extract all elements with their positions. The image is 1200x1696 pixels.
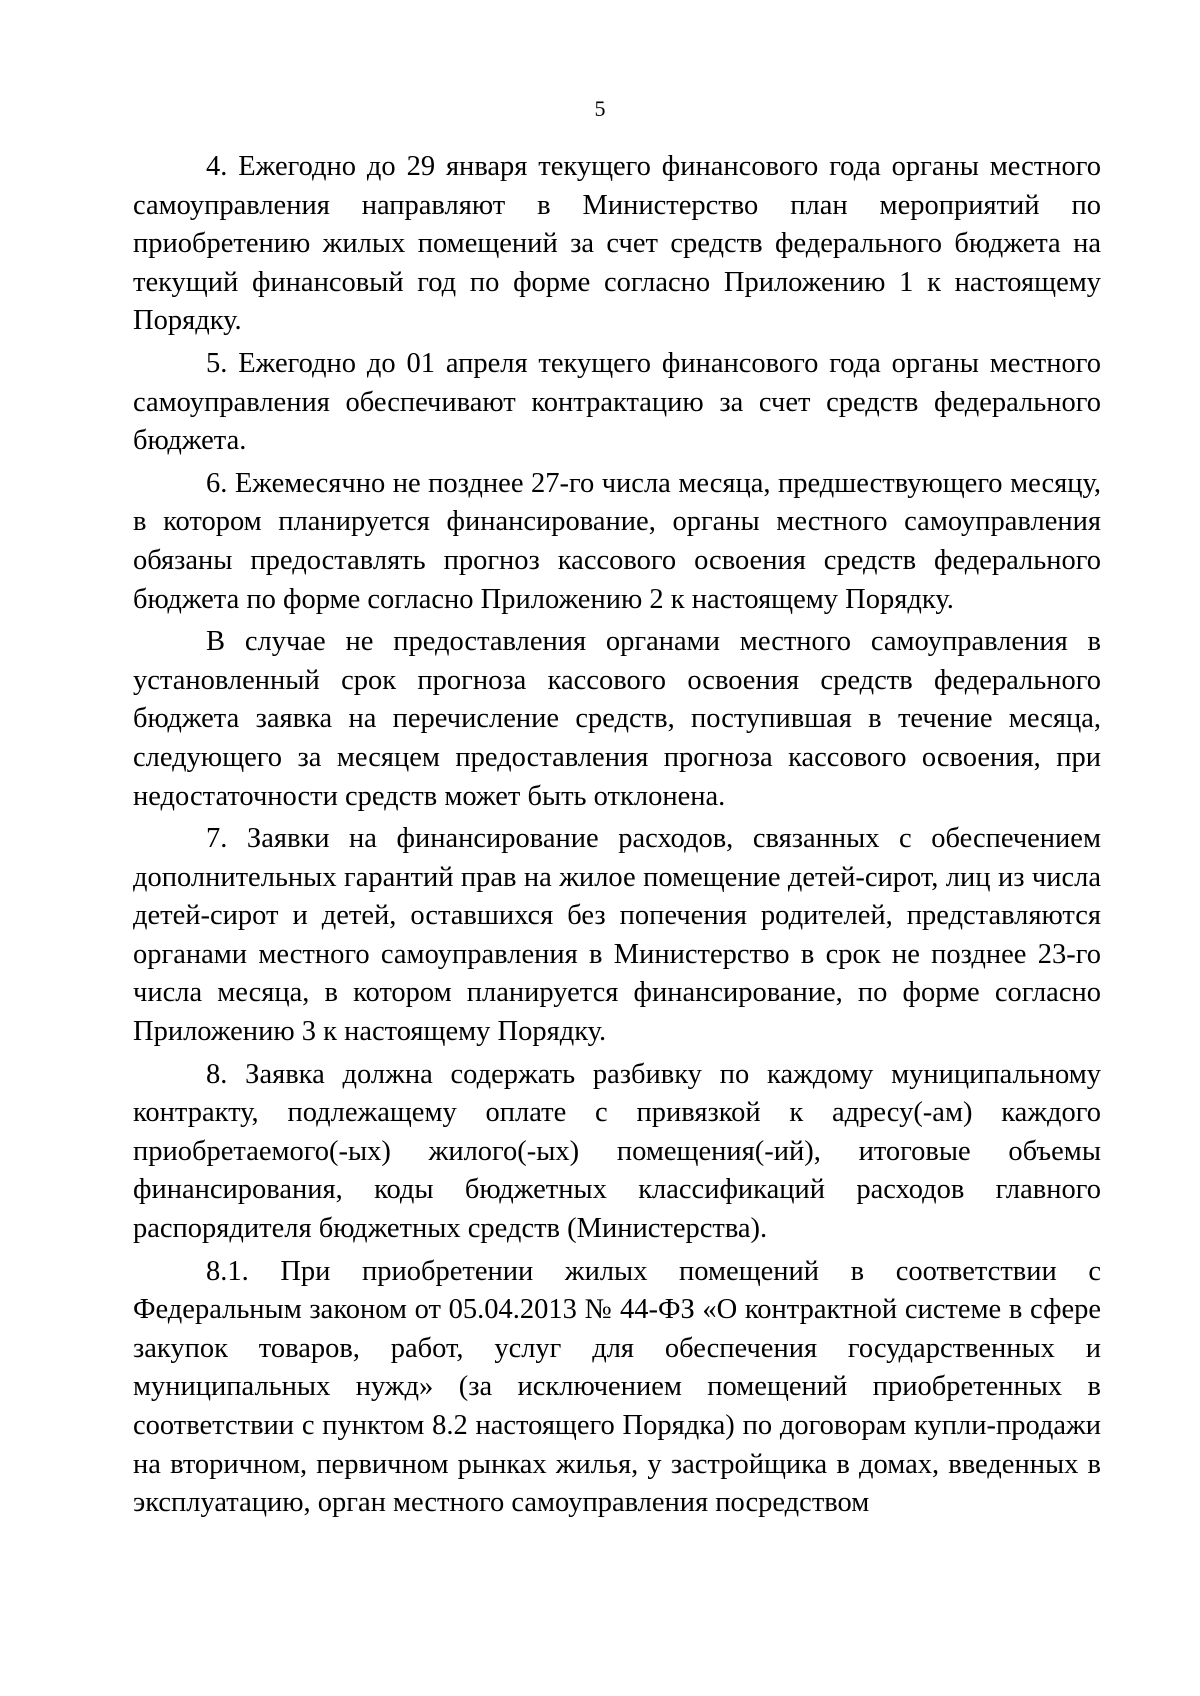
paragraph-4: 4. Ежегодно до 29 января текущего финансового года органы местного самоуправления направляют в Министерство план мероприятий по приобретению жилых помещений за счет средств федерального бюджета на текущий финансовый год по форме согласно Приложению 1 к настоящему Порядку. [133, 151, 1101, 337]
paragraph-7: 7. Заявки на финансирование расходов, связанных с обеспечением дополнительных гарантий прав на жилое помещение детей-сирот, лиц из числа детей-сирот и детей, оставшихся без попечения родителей, представляются органами местного самоуправления в Министерство в срок не позднее 23-го числа месяца, в котором планируется финансирование, по форме согласно Приложению 3 к настоящему Порядку. [133, 823, 1101, 1048]
paragraph-5: 5. Ежегодно до 01 апреля текущего финансового года органы местного самоуправления обеспечивают контрактацию за счет средств федерального бюджета. [133, 347, 1101, 457]
paragraph-6: 6. Ежемесячно не позднее 27-го числа месяца, предшествующего месяцу, в котором планируется финансирование, органы местного самоуправления обязаны предоставлять прогноз кассового освоения средств федерального бюджета по форме согласно Приложению 2 к настоящему Порядку. [133, 467, 1101, 615]
document-body [133, 148, 1101, 1523]
paragraph-6-continuation: В случае не предоставления органами местного самоуправления в установленный срок прогноза кассового освоения средств федерального бюджета заявка на перечисление средств, поступившая в течение месяца, следующего за месяцем предоставления прогноза кассового освоения, при недостаточности средств может быть отклонена. [133, 626, 1101, 812]
paragraph-8: 8. Заявка должна содержать разбивку по каждому муниципальному контракту, подлежащему оплате с привязкой к адресу(-ам) каждого приобретаемого(-ых) жилого(-ых) помещения(-ий), итоговые объемы финансирования, коды бюджетных классификаций расходов главного распорядителя бюджетных средств (Министерства). [133, 1058, 1101, 1245]
paragraph-8-1: 8.1. При приобретении жилых помещений в соответствии с Федеральным законом от 05.04.2013 № 44-ФЗ «О контрактной системе в сфере закупок товаров, работ, услуг для обеспечения государственных и муниципальных нужд» (за исключением помещений приобретенных в соответствии с пунктом 8.2 настоящего Порядка) по договорам купли-продажи на вторичном, первичном рынках жилья, у застройщика в домах, введенных в эксплуатацию, орган местного самоуправления посредством [133, 1255, 1101, 1519]
page-number: 5 [594, 96, 606, 121]
